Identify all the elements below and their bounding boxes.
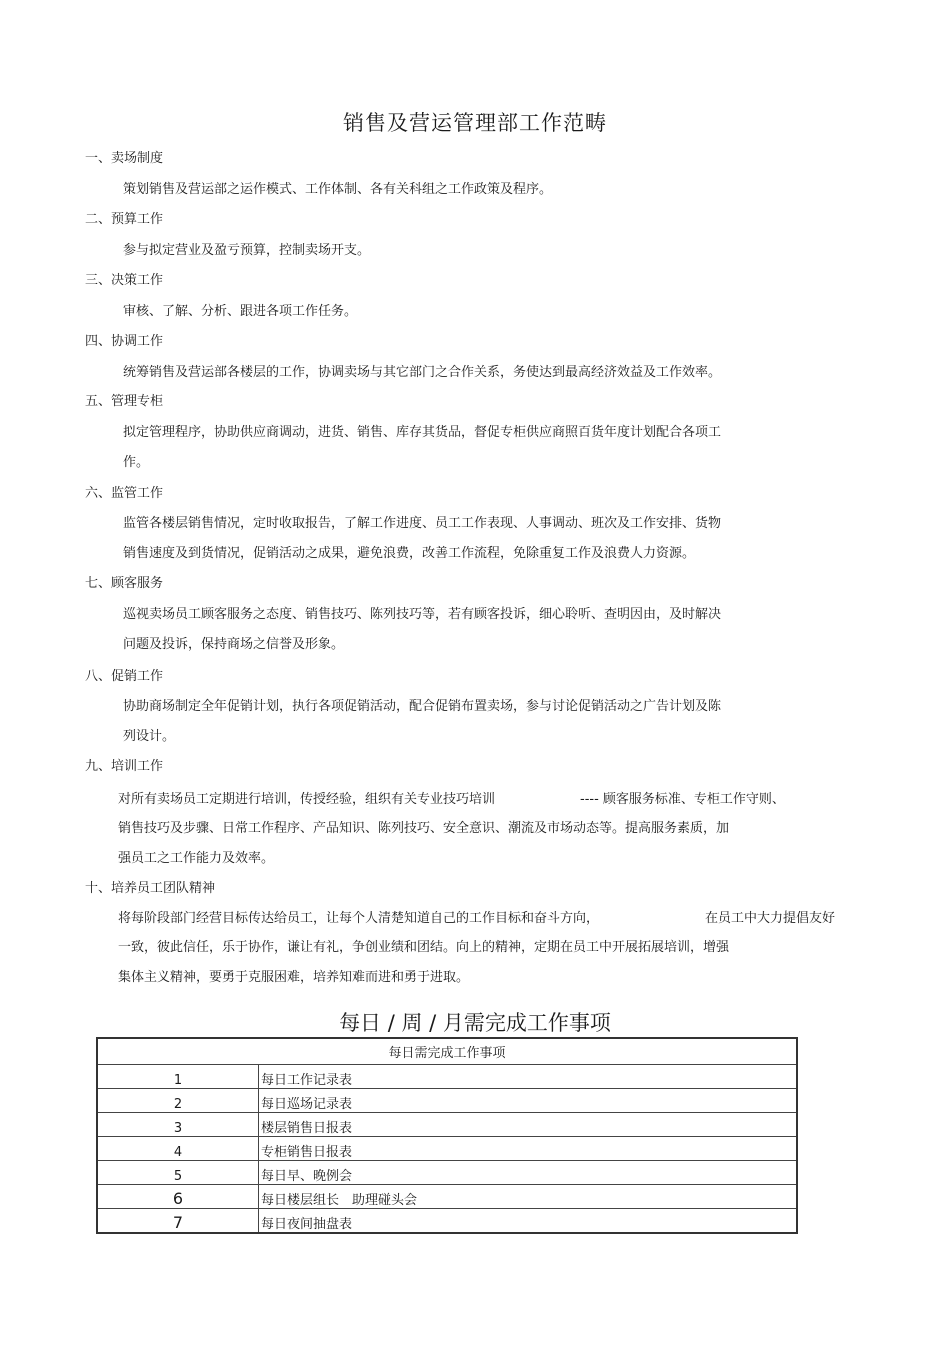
- row-item: 每日早、晚例会: [259, 1161, 798, 1185]
- row-number: 3: [97, 1113, 259, 1137]
- row-item: 楼层销售日报表: [259, 1113, 798, 1137]
- section-heading: 六、监管工作: [85, 486, 164, 501]
- table-header: 每日需完成工作事项: [97, 1038, 797, 1065]
- table-row: [97, 1137, 797, 1161]
- section-text: 拟定管理程序，协助供应商调动，进货、销售、库存其货品，督促专柜供应商照百货年度计划配合各项工: [123, 425, 722, 440]
- section-text: 集体主义精神，要勇于克服困难，培养知难而进和勇于进取。: [118, 970, 470, 985]
- row-item: 每日巡场记录表: [259, 1089, 798, 1113]
- row-item: 每日工作记录表: [259, 1065, 798, 1089]
- section-text: 巡视卖场员工顾客服务之态度、销售技巧、陈列技巧等，若有顾客投诉，细心聆听、查明因由，及时解决: [123, 607, 722, 622]
- section-text: 销售技巧及步骤、日常工作程序、产品知识、陈列技巧、安全意识、潮流及市场动态等。提高服务素质，加: [118, 821, 730, 836]
- row-number: 2: [97, 1089, 259, 1113]
- section-heading: 九、培训工作: [85, 759, 164, 774]
- section-heading: 二、预算工作: [85, 212, 164, 227]
- table-row: [97, 1065, 797, 1089]
- table-row: [97, 1185, 797, 1209]
- table-row: [97, 1089, 797, 1113]
- row-item: 每日夜间抽盘表: [259, 1209, 798, 1234]
- section-heading: 四、协调工作: [85, 334, 164, 349]
- section-heading: 一、卖场制度: [85, 151, 164, 166]
- row-number: 1: [97, 1065, 259, 1089]
- section-text: 作。: [123, 455, 150, 470]
- section-text: 问题及投诉，保持商场之信誉及形象。: [123, 637, 345, 652]
- section-text: 监管各楼层销售情况，定时收取报告，了解工作进度、员工工作表现、人事调动、班次及工作安排、货物: [123, 516, 722, 531]
- section-text: 对所有卖场员工定期进行培训，传授经验，组织有关专业技巧培训: [118, 792, 496, 807]
- page-title: 销售及营运管理部工作范畴: [343, 111, 607, 135]
- section-heading: 七、顾客服务: [85, 576, 164, 591]
- table-row: [97, 1113, 797, 1137]
- section-text: 参与拟定营业及盈亏预算，控制卖场开支。: [123, 243, 371, 258]
- row-item: 每日楼层组长 助理碰头会: [259, 1185, 798, 1209]
- section-text: 强员工之工作能力及效率。: [118, 851, 275, 866]
- row-number: 6: [97, 1185, 259, 1209]
- table-row: [97, 1209, 797, 1234]
- section-heading: 三、决策工作: [85, 273, 164, 288]
- table-title: 每日 / 周 / 月需完成工作事项: [339, 1011, 611, 1035]
- daily-tasks-table: [96, 1037, 798, 1234]
- section-text: 协助商场制定全年促销计划，执行各项促销活动，配合促销布置卖场，参与讨论促销活动之广告计划及陈: [123, 699, 722, 714]
- section-heading: 五、管理专柜: [85, 394, 164, 409]
- row-number: 7: [97, 1209, 259, 1234]
- section-text: 将每阶段部门经营目标传达给员工，让每个人清楚知道自己的工作目标和奋斗方向，: [118, 911, 600, 926]
- section-text: 销售速度及到货情况，促销活动之成果，避免浪费，改善工作流程，免除重复工作及浪费人力资源。: [123, 546, 696, 561]
- section-text: ---- 顾客服务标准、专柜工作守则、: [580, 792, 785, 807]
- section-heading: 十、培养员工团队精神: [85, 881, 216, 896]
- section-text: 列设计。: [123, 729, 176, 744]
- row-number: 5: [97, 1161, 259, 1185]
- section-text: 策划销售及营运部之运作模式、工作体制、各有关科组之工作政策及程序。: [123, 182, 553, 197]
- section-text: 统筹销售及营运部各楼层的工作，协调卖场与其它部门之合作关系，务使达到最高经济效益及工作效率。: [123, 365, 722, 380]
- section-text: 在员工中大力提倡友好: [705, 911, 836, 926]
- row-item: 专柜销售日报表: [259, 1137, 798, 1161]
- row-number: 4: [97, 1137, 259, 1161]
- section-text: 审核、了解、分析、跟进各项工作任务。: [123, 304, 358, 319]
- table-header-row: [97, 1038, 797, 1065]
- table-row: [97, 1161, 797, 1185]
- section-heading: 八、促销工作: [85, 669, 164, 684]
- section-text: 一致，彼此信任，乐于协作，谦让有礼，争创业绩和团结。向上的精神，定期在员工中开展拓展培训，增强: [118, 940, 730, 955]
